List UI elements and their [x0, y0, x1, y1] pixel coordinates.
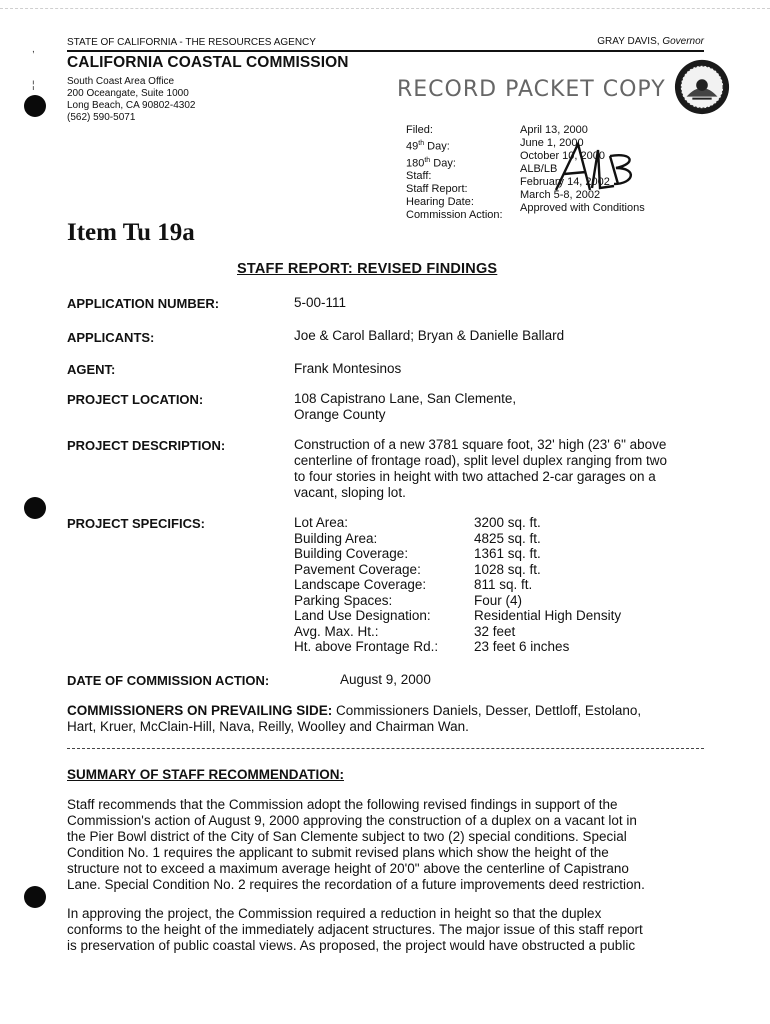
project-specifics-keys [294, 515, 438, 655]
filed-label: Filed: [406, 124, 433, 136]
day49-value: June 1, 2000 [520, 137, 584, 149]
item-title: Item Tu 19a [67, 219, 195, 246]
margin-mark: ¦ [32, 80, 35, 91]
summary-line: Lane. Special Condition No. 2 requires the recordation of a future improvements deed restriction. [67, 877, 645, 892]
agent-label: AGENT: [67, 362, 116, 377]
spec-key: Ht. above Frontage Rd.: [294, 639, 439, 654]
description-line: centerline of frontage road), split level duplex ranging from two [294, 453, 667, 468]
spec-value: Residential High Density [474, 608, 622, 623]
summary-line: conforms to the height of the immediately adjacent structures. The major issue of this staff report [67, 922, 643, 937]
header-rule [67, 50, 704, 52]
spec-key: Lot Area: [294, 515, 349, 530]
project-description-label: PROJECT DESCRIPTION: [67, 438, 226, 453]
location-line: Orange County [294, 407, 386, 422]
spec-value: 1028 sq. ft. [474, 561, 541, 577]
project-specifics-label: PROJECT SPECIFICS: [67, 516, 205, 531]
staff-report-label: Staff Report: [406, 183, 468, 196]
applicants-label: APPLICANTS: [67, 330, 155, 345]
punch-hole [24, 886, 46, 908]
summary-paragraph-1 [67, 797, 707, 893]
summary-line: In approving the project, the Commission required a reduction in height so that the duplex [67, 906, 602, 921]
description-line: vacant, sloping lot. [294, 485, 406, 500]
application-number-label: APPLICATION NUMBER: [67, 296, 220, 311]
section-divider [67, 748, 704, 749]
commission-action-value: Approved with Conditions [520, 202, 645, 214]
agency-line: STATE OF CALIFORNIA - THE RESOURCES AGENCY [67, 37, 316, 48]
office-line: South Coast Area Office [67, 76, 175, 87]
governor-line [597, 36, 704, 47]
commissioners-block [67, 703, 707, 735]
spec-key: Land Use Designation: [294, 608, 431, 623]
project-description-value [294, 437, 667, 501]
summary-line: structure not to exceed a maximum average height of 20'0" above the centerline of Capistrano [67, 861, 629, 876]
location-line: 108 Capistrano Lane, San Clemente, [294, 391, 517, 406]
summary-line: Commission's action of August 9, 2000 approving the construction of a duplex on a vacant lot in [67, 813, 637, 828]
spec-value: 32 feet [474, 623, 516, 639]
agency-name: CALIFORNIA COASTAL COMMISSION [67, 54, 349, 71]
office-line: 200 Oceangate, Suite 1000 [67, 88, 189, 99]
spec-value: 23 feet 6 inches [474, 639, 570, 654]
summary-line: is preservation of public coastal views. As proposed, the project would have obstructed a public [67, 938, 636, 953]
day180-value: October 10, 2000 [520, 150, 606, 162]
commissioners-label: COMMISSIONERS ON PREVAILING SIDE: [67, 703, 333, 718]
margin-mark: , [32, 44, 35, 55]
office-address [67, 76, 195, 124]
spec-key: Pavement Coverage: [294, 561, 421, 577]
hearing-date-label: Hearing Date: [406, 196, 474, 209]
spec-value: Four (4) [474, 592, 523, 608]
hearing-date-value: March 5-8, 2002 [520, 189, 601, 201]
description-line: Construction of a new 3781 square foot, 32' high (23' 6" above [294, 437, 667, 452]
spec-key: Building Area: [294, 530, 378, 546]
report-title: STAFF REPORT: REVISED FINDINGS [237, 261, 498, 277]
summary-line: Staff recommends that the Commission adopt the following revised findings in support of the [67, 797, 618, 812]
description-line: to four stories in height with two attached 2-car garages on a [294, 469, 656, 484]
project-specifics-values [474, 515, 621, 655]
spec-value: 811 sq. ft. [474, 577, 533, 592]
date-of-action-label: DATE OF COMMISSION ACTION: [67, 673, 270, 688]
commissioners-line: Hart, Kruer, McClain-Hill, Nava, Reilly, Woolley and Chairman Wan. [67, 719, 469, 734]
day49-label: 49th Day: [406, 140, 450, 153]
state-seal-icon [673, 58, 731, 116]
office-line: Long Beach, CA 90802-4302 [67, 100, 196, 111]
spec-value: 4825 sq. ft. [474, 530, 541, 546]
summary-title: SUMMARY OF STAFF RECOMMENDATION: [67, 767, 344, 782]
staff-value: ALB/LB [520, 163, 558, 175]
office-line: (562) 590-5071 [67, 112, 136, 123]
summary-paragraph-2 [67, 906, 707, 954]
commissioners-line [67, 703, 707, 719]
spec-key: Landscape Coverage: [294, 577, 427, 592]
staff-label: Staff: [406, 170, 432, 183]
agent-value: Frank Montesinos [294, 361, 402, 376]
spec-key: Building Coverage: [294, 546, 409, 561]
spec-value: 1361 sq. ft. [474, 546, 541, 561]
project-location-label: PROJECT LOCATION: [67, 392, 204, 407]
governor-name: GRAY DAVIS, [597, 36, 660, 47]
date-of-action-value: August 9, 2000 [340, 672, 431, 687]
punch-hole [24, 95, 46, 117]
day180-label: 180th Day: [406, 156, 456, 170]
scan-edge-line [0, 8, 770, 9]
filing-labels [406, 124, 503, 222]
application-number-value: 5-00-111 [294, 295, 347, 310]
commission-action-label: Commission Action: [406, 209, 503, 222]
governor-title: Governor [662, 36, 704, 47]
filed-value: April 13, 2000 [520, 124, 588, 136]
spec-key: Parking Spaces: [294, 592, 393, 608]
summary-line: the Pier Bowl district of the City of San Clemente subject to two (2) special conditions. Special [67, 829, 627, 844]
applicants-value: Joe & Carol Ballard; Bryan & Danielle Ballard [294, 328, 565, 343]
punch-hole [24, 497, 46, 519]
summary-line: Condition No. 1 requires the applicant to submit revised plans which show the height of the [67, 845, 609, 860]
record-packet-stamp: RECORD PACKET COPY [397, 77, 666, 102]
staff-report-value: February 14, 2002 [520, 176, 610, 188]
commissioners-names: Commissioners Daniels, Desser, Dettloff, Estolano, [332, 703, 642, 718]
spec-key: Avg. Max. Ht.: [294, 623, 379, 639]
spec-value: 3200 sq. ft. [474, 515, 541, 530]
handwritten-initials-signature [548, 138, 638, 198]
project-location-value [294, 391, 516, 423]
